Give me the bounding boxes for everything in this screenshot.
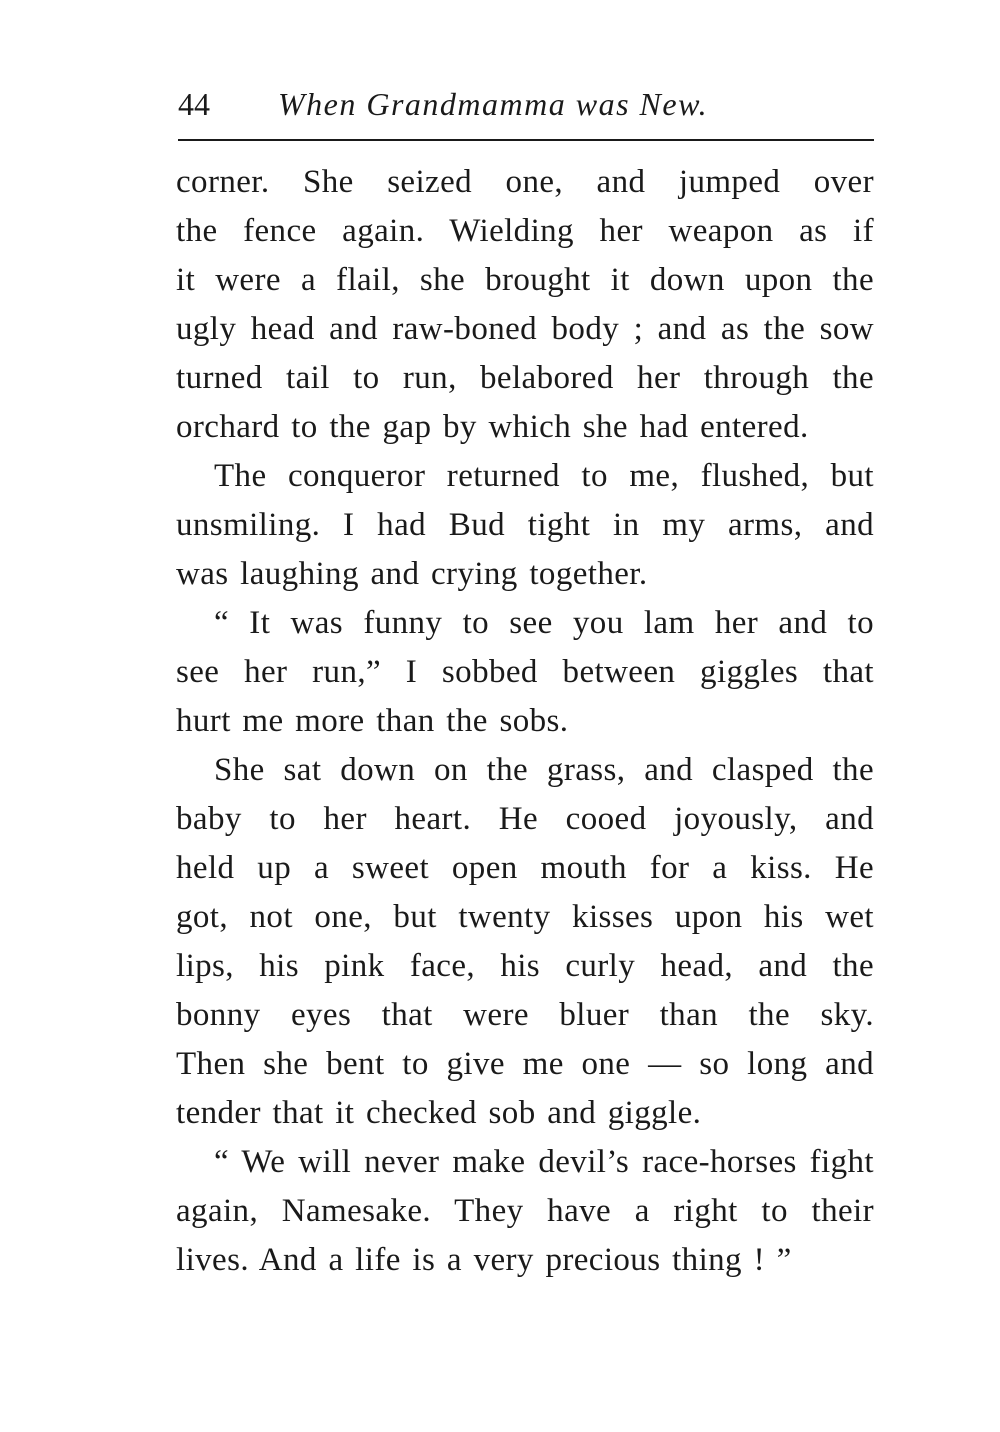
page-header [178, 80, 878, 136]
text-line: again, Namesake. They have a right to their [176, 1193, 874, 1229]
text-line: tender that it checked sob and giggle. [176, 1095, 702, 1131]
text-line: the fence again. Wielding her weapon as if [176, 213, 874, 249]
text-line: orchard to the gap by which she had entered. [176, 409, 809, 445]
body-text [176, 158, 874, 1285]
text-line: ugly head and raw-boned body ; and as the sow [176, 311, 874, 347]
text-line: see her run,” I sobbed between giggles that [176, 654, 874, 690]
running-title: When Grandmamma was New. [278, 86, 709, 122]
text-line: Then she bent to give me one — so long and [176, 1046, 874, 1082]
text-line: hurt me more than the sobs. [176, 703, 569, 739]
text-line: lips, his pink face, his curly head, and the [176, 948, 874, 984]
text-line: bonny eyes that were bluer than the sky. [176, 997, 874, 1033]
text-line: held up a sweet open mouth for a kiss. He [176, 850, 874, 886]
text-line: unsmiling. I had Bud tight in my arms, and [176, 507, 874, 543]
text-line: “ It was funny to see you lam her and to [214, 605, 874, 641]
text-line: “ We will never make devil’s race-horses fight [214, 1144, 874, 1180]
text-line: turned tail to run, belabored her through the [176, 360, 874, 396]
text-line: lives. And a life is a very precious thing ! ” [176, 1242, 792, 1278]
text-line: got, not one, but twenty kisses upon his wet [176, 899, 874, 935]
text-line: was laughing and crying together. [176, 556, 648, 592]
text-line: it were a flail, she brought it down upon the [176, 262, 874, 298]
header-rule [178, 139, 874, 141]
text-line: She sat down on the grass, and clasped the [214, 752, 874, 788]
text-line: baby to her heart. He cooed joyously, and [176, 801, 874, 837]
page-number: 44 [178, 86, 210, 122]
text-line: The conqueror returned to me, flushed, but [214, 458, 874, 494]
text-line: corner. She seized one, and jumped over [176, 164, 874, 200]
